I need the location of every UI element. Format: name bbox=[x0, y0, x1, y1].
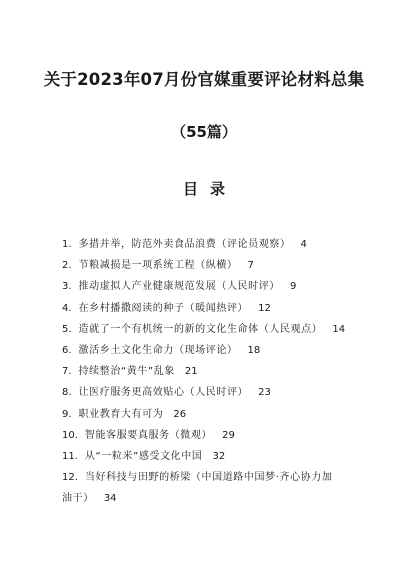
toc-item-title: 职业教育大有可为 bbox=[78, 408, 164, 420]
toc-heading: 目录 bbox=[182, 180, 237, 198]
toc-item-title: 持续整治“黄牛”乱象 bbox=[78, 366, 175, 378]
toc-item[interactable] bbox=[62, 361, 372, 382]
toc-item-page: 32 bbox=[212, 450, 226, 462]
toc-item-title: 从“一粒米”感受文化中国 bbox=[84, 450, 203, 462]
toc-item-title: 多措并举，防范外卖食品浪费（评论员观察） bbox=[78, 239, 291, 250]
toc-item-page: 23 bbox=[258, 387, 271, 399]
toc-item-page: 14 bbox=[332, 323, 346, 335]
toc-item-number: 6. bbox=[62, 344, 72, 356]
toc-item-number: 2. bbox=[62, 260, 72, 272]
toc-item-title: 让医疗服务更高效贴心（人民时评） bbox=[78, 387, 249, 399]
toc-item[interactable] bbox=[62, 425, 372, 446]
toc-item-title: 节粮减损是一项系统工程（纵横） bbox=[78, 260, 238, 272]
toc-item[interactable] bbox=[62, 382, 372, 403]
toc-item-number: 9. bbox=[62, 408, 72, 420]
toc-item-number: 10. bbox=[62, 429, 78, 441]
toc-item-number: 3. bbox=[62, 281, 72, 293]
toc-item[interactable] bbox=[62, 446, 372, 467]
toc-item-number: 8. bbox=[62, 387, 72, 399]
table-of-contents bbox=[62, 234, 372, 509]
toc-item-title: 在乡村播撒阅读的种子（暖闻热评） bbox=[78, 302, 249, 314]
toc-item-title: 当好科技与田野的桥梁（中国道路中国梦·齐心协力加 bbox=[84, 472, 333, 484]
toc-item[interactable] bbox=[62, 467, 372, 509]
toc-item-page: 4 bbox=[300, 239, 307, 250]
toc-item-page: 18 bbox=[247, 344, 261, 356]
toc-item-number: 7. bbox=[62, 366, 72, 378]
toc-item-page: 9 bbox=[289, 281, 297, 293]
toc-item[interactable] bbox=[62, 298, 372, 319]
toc-item-number: 4. bbox=[62, 302, 72, 314]
document-subtitle: （55篇） bbox=[171, 123, 237, 141]
toc-item-page: 29 bbox=[222, 429, 235, 441]
toc-item-number: 5. bbox=[62, 323, 72, 335]
toc-item[interactable] bbox=[62, 234, 372, 255]
toc-item-page: 21 bbox=[184, 366, 198, 378]
toc-item-number: 12. bbox=[62, 472, 78, 484]
toc-item[interactable] bbox=[62, 276, 372, 297]
toc-item-title: 推动虚拟人产业健康规范发展（人民时评） bbox=[78, 281, 280, 293]
toc-item[interactable] bbox=[62, 340, 372, 361]
document-title: 关于2023年07月份官媒重要评论材料总集 bbox=[43, 70, 365, 89]
toc-item-page: 12 bbox=[258, 302, 271, 314]
toc-item-title: 智能客服要真服务（微观） bbox=[84, 429, 213, 441]
toc-item[interactable] bbox=[62, 319, 372, 340]
toc-item-title-continued bbox=[62, 488, 372, 509]
toc-item[interactable] bbox=[62, 404, 372, 425]
toc-item-title: 造就了一个有机统一的新的文化生命体（人民观点） bbox=[78, 323, 323, 335]
toc-item-page: 7 bbox=[247, 260, 254, 272]
toc-item-title-cont: 油干） bbox=[62, 493, 94, 505]
toc-item-title: 激活乡土文化生命力（现场评论） bbox=[78, 344, 238, 356]
toc-item-page: 26 bbox=[173, 408, 187, 420]
toc-item-number: 11. bbox=[62, 450, 78, 462]
toc-item[interactable] bbox=[62, 255, 372, 276]
toc-item-number: 1. bbox=[62, 239, 72, 250]
toc-item-page: 34 bbox=[103, 493, 117, 505]
